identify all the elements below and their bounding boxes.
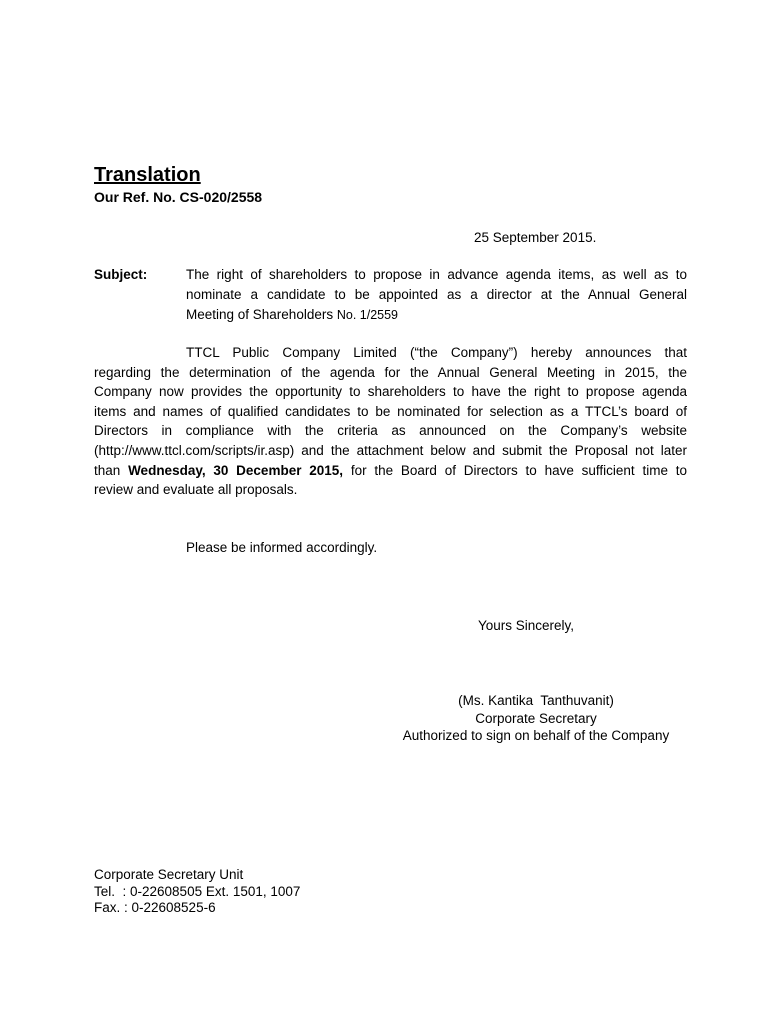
subject-line [186, 305, 687, 325]
letter-date: 25 September 2015. [474, 230, 597, 245]
footer-tel: Tel. : 0-22608505 Ext. 1501, 1007 [94, 883, 301, 899]
footer-unit: Corporate Secretary Unit [94, 867, 244, 882]
paragraph-line: regarding the determination of the agenda for the Annual General Meeting in 2015, the [94, 364, 687, 380]
paragraph-line: (http://www.ttcl.com/scripts/ir.asp) and the attachment below and submit the Proposal not later [94, 442, 687, 458]
deadline-suffix: for the Board of Directors to have sufficient time to [343, 462, 687, 478]
subject-line-main: Meeting of Shareholders [186, 307, 337, 322]
signatory-name: (Ms. Kantika Tanthuvanit) [458, 693, 614, 708]
paragraph-line: items and names of qualified candidates to be nominated for selection as a TTCL’s board of [94, 403, 687, 419]
closing-text: Yours Sincerely, [478, 618, 575, 633]
signature-block [380, 692, 692, 745]
signatory-position: Corporate Secretary [475, 710, 597, 726]
footer-fax: Fax. : 0-22608525-6 [94, 900, 216, 915]
informed-text: Please be informed accordingly. [186, 540, 378, 555]
document-title: Translation [94, 164, 201, 186]
announcement-paragraph [94, 343, 687, 500]
paragraph-line: Company now provides the opportunity to shareholders to have the right to propose agenda [94, 384, 687, 400]
contact-footer [94, 867, 300, 917]
deadline-date: Wednesday, 30 December 2015, [128, 462, 344, 478]
meeting-number: No. 1/2559 [336, 308, 399, 322]
paragraph-line [94, 461, 687, 481]
paragraph-line: Directors in compliance with the criteria as announced on the Company’s website [94, 423, 687, 439]
deadline-prefix: than [94, 462, 129, 478]
reference-number: Our Ref. No. CS-020/2558 [94, 189, 263, 205]
subject-text [186, 265, 687, 325]
subject-line: The right of shareholders to propose in advance agenda items, as well as to [186, 267, 687, 282]
signatory-authority: Authorized to sign on behalf of the Company [402, 728, 670, 743]
paragraph-line: review and evaluate all proposals. [94, 482, 298, 498]
subject-line: nominate a candidate to be appointed as a director at the Annual General [186, 287, 687, 302]
paragraph-line: TTCL Public Company Limited (“the Company”) hereby announces that [186, 345, 687, 360]
subject-label: Subject: [94, 267, 148, 282]
